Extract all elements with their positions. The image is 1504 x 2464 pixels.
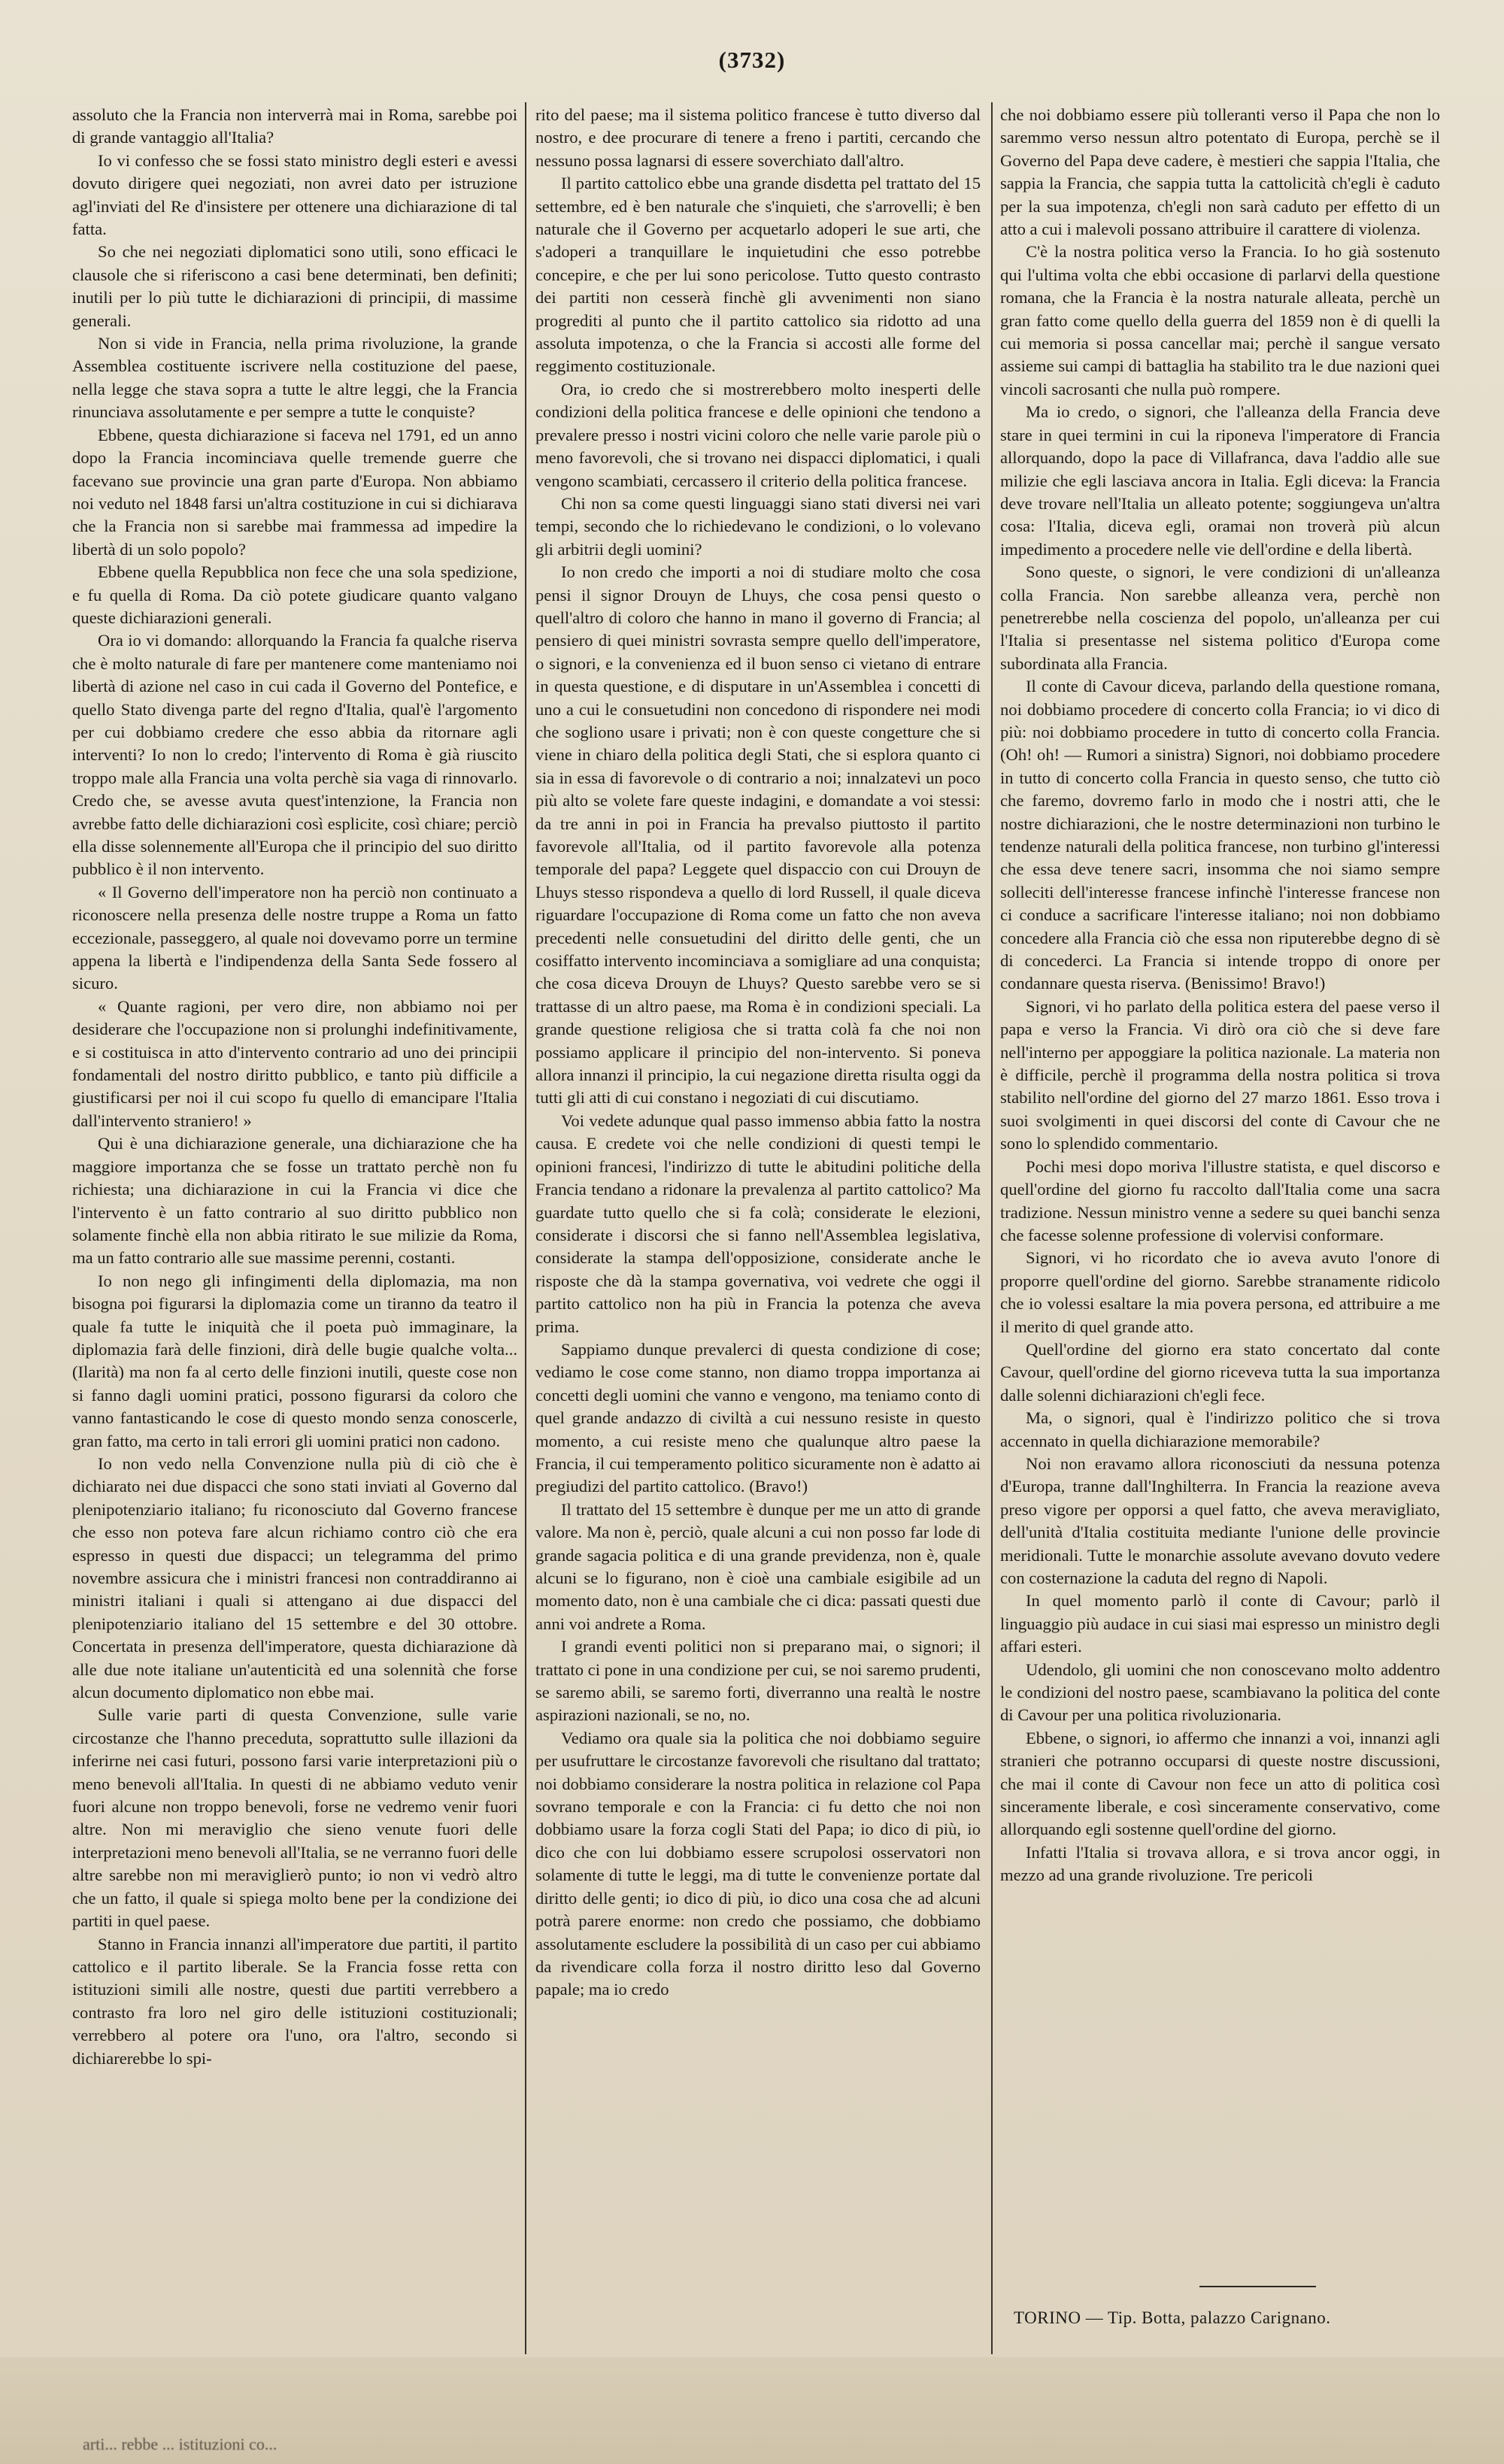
paragraph: Signori, vi ho parlato della politica estera del paese verso il papa e verso la Francia. Vi dirò ora ciò che si deve fare nell'interno per appoggiare la politica nazionale. La materia non è difficile, perchè il programma della nostra politica si trova stabilito nell'ordine del giorno del 27 marzo 1861. Esso trova i suoi svolgimenti in quei discorsi del conte di Cavour che ne sono lo splendido commentario. <box>1000 996 1440 1153</box>
paragraph: I grandi eventi politici non si preparano mai, o signori; il trattato ci pone in una condizione per cui, se noi saremo prudenti, se saremo abili, se saremo forti, diverranno una realtà le nostre aspirazioni nazionali, se no, no. <box>535 1637 981 1725</box>
paragraph: Io non vedo nella Convenzione nulla più di ciò che è dichiarato nei due dispacci che sono stati inviati al Governo dal plenipotenziario italiano; fu riconosciuto dal Governo francese che esso non poteva fare alcun richiamo contro ciò che era espresso in questi due dispacci; un telegramma del primo novembre assicura che i ministri francesi non contraddiranno ai ministri italiani i quali si attengano ai due dispacci del plenipotenziario italiano del 15 settembre e del 30 ottobre. Concertata in presenza dell'imperatore, questa dichiarazione dà alle due note italiane un'autenticità ed una solennità che forse alcun documento diplomatico non ebbe mai. <box>72 1453 517 1702</box>
paragraph: Il conte di Cavour diceva, parlando della questione romana, noi dobbiamo procedere di concerto colla Francia; io vi dico di più: noi dobbiamo procedere in tutto di concerto colla Francia. (Oh! oh! — Rumori a sinistra) Signori, noi dobbiamo procedere in tutto di concerto colla Francia in questo senso, che tutto ciò che faremo, dovremo farlo in modo che i nostri atti, che le nostre dichiarazioni, che le nostre determinazioni non turbino le tendenze naturali della politica francese, non turbino gl'interessi che essa deve tenere sacri, insomma che noi siamo sempre solleciti dell'interesse francese infinchè l'interesse francese non ci conduce a sacrificare l'interesse italiano; noi non dobbiamo concedere alla Francia ciò che essa non riputerebbe degno di sè di concederci. La Francia si intende troppo di onore per condannare questa riserva. (Benissimo! Bravo!) <box>1000 677 1440 993</box>
paragraph: Voi vedete adunque qual passo immenso abbia fatto la nostra causa. E credete voi che nelle condizioni di questi tempi le opinioni francesi, l'indirizzo di tutte le abitudini politiche della Francia tendano a ridonare la prevalenza al partito cattolico? Ma guardate tutto quello che si fa colà; considerate le elezioni, considerate i discorsi che si fanno nell'Assemblea legislativa, considerate la stampa dell'opposizione, considerate anche le risposte che dà la stampa governativa, voi vedrete che oggi il partito cattolico non ha più in Francia la potenza che aveva prima. <box>535 1111 981 1336</box>
paragraph: Sono queste, o signori, le vere condizioni di un'alleanza colla Francia. Non sarebbe alleanza vera, perchè non penetrerebbe nella coscienza del popolo, un'alleanza per cui l'Italia si presentasse nel sistema politico d'Europa come subordinata alla Francia. <box>1000 562 1440 673</box>
text-column-left <box>72 104 517 2284</box>
paragraph: Ebbene, o signori, io affermo che innanzi a voi, innanzi agli stranieri che potranno occuparsi di queste nostre discussioni, che mai il conte di Cavour non fece un atto di politica così sinceramente liberale, e così sinceramente conservativo, come allorquando egli sostenne quell'ordine del giorno. <box>1000 1728 1440 1839</box>
paragraph: Io non nego gli infingimenti della diplomazia, ma non bisogna poi figurarsi la diplomazia come un tiranno da teatro il quale fa tutte le iniquità che il poeta può immaginare, la diplomazia farà delle finzioni, dirà delle bugie qualche volta... (Ilarità) ma non fa al certo delle finzioni inutili, queste cose non si fanno dagli uomini pratici, possono figurarsi da coloro che vanno fantasticando le cose di questo mondo senza conoscerle, gran fatto, ma certo in tali errori gli uomini pratici non cadono. <box>72 1271 517 1450</box>
paragraph: Il trattato del 15 settembre è dunque per me un atto di grande valore. Ma non è, perciò, quale alcuni a cui non posso far lode di grande sagacia politica e di una grande previdenza, non è, quale alcuni se lo figurano, non è cioè una cambiale esigibile ad un momento dato, non è una cambiale che ci dica: passati questi due anni voi andrete a Roma. <box>535 1499 981 1633</box>
paragraph: Ebbene, questa dichiarazione si faceva nel 1791, ed un anno dopo la Francia incominciava quelle tremende guerre che facevano sue provincie una gran parte d'Europa. Non abbiamo noi veduto nel 1848 farsi un'altra costituzione in cui si dichiarava che la Francia non si sarebbe mai frammessa ad impedire la libertà di un solo popolo? <box>72 425 517 559</box>
paragraph: che noi dobbiamo essere più tolleranti verso il Papa che non lo saremmo verso nessun altro potentato di Europa, perchè se il Governo del Papa deve cadere, è mestieri che sappia l'Italia, che sappia la Francia, che sappia tutta la cattolicità ch'egli è caduto per la sua impotenza, ch'egli non sarà caduto per effetto di un atto a cui i malevoli possano attribuire il carattere di violenza. <box>1000 105 1440 239</box>
paragraph: Ma io credo, o signori, che l'alleanza della Francia deve stare in quei termini in cui la riponeva l'imperatore di Francia allorquando, dopo la pace di Villafranca, dava l'addio alle sue milizie che egli lasciava ancora in Italia. Egli diceva: la Francia deve trovare nell'Italia un alleato potente; soggiungeva un'altra cosa: l'Italia, diceva egli, oramai non troverà più alcun impedimento a procedere nelle vie dell'ordine e della libertà. <box>1000 402 1440 559</box>
printer-imprint: TORINO — Tip. Botta, palazzo Carignano. <box>1014 2308 1331 2327</box>
paragraph: Non si vide in Francia, nella prima rivoluzione, la grande Assemblea costituente iscrivere nella costituzione del paese, nella legge che stava sopra a tutte le altre leggi, che la Francia rinunciava assolutamente e per sempre a tutte le conquiste? <box>72 334 517 422</box>
paragraph: Sulle varie parti di questa Convenzione, sulle varie circostanze che l'hanno preceduta, soprattutto sulle illazioni da inferirne nei casi futuri, possono farsi varie interpretazioni più o meno benevoli all'Italia. In questi di ne abbiamo veduto venir fuori alcune non troppo benevoli, forse ne vedremo venir fuori altre. Non mi meraviglio che sieno venute fuori delle interpretazioni meno benevoli all'Italia, se ne verranno fuori delle altre sarebbe non mi meraviglierò punto; io non vi vedrò altro che un fatto, il quale si spiega molto bene per la condizione dei partiti in quel paese. <box>72 1705 517 1931</box>
paragraph: C'è la nostra politica verso la Francia. Io ho già sostenuto qui l'ultima volta che ebbi occasione di parlarvi della questione romana, che la Francia è la nostra naturale alleata, perchè un gran fatto come quello della guerra del 1859 non è di quelli la cui memoria si possa cancellar mai; perchè il sangue versato assieme sui campi di battaglia ha stabilito tra le due nazioni quei vincoli sacrosanti che nulla può rompere. <box>1000 242 1440 399</box>
paragraph: assoluto che la Francia non interverrà mai in Roma, sarebbe poi di grande vantaggio all'Italia? <box>72 105 517 147</box>
paragraph: Udendolo, gli uomini che non conoscevano molto addentro le condizioni del nostro paese, scambiavano la politica del conte di Cavour per una politica rivoluzionaria. <box>1000 1659 1440 1725</box>
paragraph: Io vi confesso che se fossi stato ministro degli esteri e avessi dovuto dirigere quei negoziati, non avrei dato per istruzione agl'inviati del Re d'insistere per ottenere una dichiarazione di tal fatta. <box>72 150 517 239</box>
paragraph: Pochi mesi dopo moriva l'illustre statista, e quel discorso e quell'ordine del giorno fu raccolto dall'Italia come una sacra tradizione. Nessun ministro venne a sedere su quei banchi senza che facesse solenne professione di volervisi conformare. <box>1000 1156 1440 1244</box>
paragraph: Sappiamo dunque prevalerci di questa condizione di cose; vediamo le cose come stanno, non diamo troppa importanza ai concetti degli uomini che vanno e vengono, ma teniamo conto di quel grande andazzo di civiltà a cui nessuno resiste in questo momento, a cui resiste meno che qualunque altro paese la Francia, il cui temperamento politico sicuramente non è adatto ai pregiudizi del partito cattolico. (Bravo!) <box>535 1339 981 1496</box>
paragraph: Ora io vi domando: allorquando la Francia fa qualche riserva che è molto naturale di fare per mantenere come manteniamo noi libertà di azione nel caso in cui cada il Governo del Pontefice, e quello Stato divenga parte del regno d'Italia, qual'è l'argomento per cui dobbiamo credere che esso abbia da ritornare agli interventi? Io non lo credo; l'intervento di Roma è già riuscito troppo male alla Francia una volta perchè sia vaga di rinnovarlo. Credo che, se avesse avuta quest'intenzione, la Francia non avrebbe fatto delle dichiarazioni così esplicite, così chiare; perciò ella disse solennemente all'Europa che il principio del suo diritto pubblico è il non intervento. <box>72 631 517 879</box>
paragraph: Il partito cattolico ebbe una grande disdetta pel trattato del 15 settembre, ed è ben naturale che s'inquieti, che s'arrovelli; è ben naturale che il Governo per acquetarlo adoperi le sue arti, che s'adoperi a tranquillare le inquietudini che esso potrebbe concepire, e che per lui sono pericolose. Tutto questo contrasto dei partiti non cesserà finchè gli avvenimenti non siano progrediti al punto che il partito cattolico sia ridotto ad una assoluta impotenza, o che la Francia si accosti alle forme del reggimento costituzionale. <box>535 174 981 376</box>
quoted-paragraph: « Quante ragioni, per vero dire, non abbiamo noi per desiderare che l'occupazione non si prolunghi indefinitivamente, e si costituisca in atto d'intervento contrario ad uno dei principii fondamentali del nostro diritto pubblico, e tanto più difficile a giustificarsi per noi il cui scopo fu quello di emancipare l'Italia dall'intervento straniero! » <box>72 996 517 1130</box>
paragraph: Quell'ordine del giorno era stato concertato dal conte Cavour, quell'ordine del giorno riceveva tutta la sua importanza dalle solenni dichiarazioni ch'egli fece. <box>1000 1339 1440 1405</box>
column-divider <box>525 102 526 2354</box>
paragraph: Signori, vi ho ricordato che io aveva avuto l'onore di proporre quell'ordine del giorno. Sarebbe stranamente ridicolo che io volessi esaltare la mia povera persona, ed attribuire a me il merito di quel grande atto. <box>1000 1248 1440 1336</box>
paragraph: Ora, io credo che si mostrerebbero molto inesperti delle condizioni della politica francese e delle opinioni che tendono a prevalere presso i nostri vicini coloro che nelle varie parole più o meno favorevoli, che si trovano nei dispacci diplomatici, i quali vengono scambiati, cercassero il criterio della politica francese. <box>535 379 981 490</box>
paragraph: Chi non sa come questi linguaggi siano stati diversi nei vari tempi, secondo che lo richiedevano le condizioni, o lo volevano gli arbitrii degli uomini? <box>535 493 981 559</box>
paragraph: Ebbene quella Repubblica non fece che una sola spedizione, e fu quella di Roma. Da ciò potete giudicare quanto valgano queste dichiarazioni generali. <box>72 562 517 627</box>
text-column-middle <box>535 104 981 2284</box>
paragraph: Qui è una dichiarazione generale, una dichiarazione che ha maggiore importanza che se fosse un trattato perchè non fu richiesta; una dichiarazione in cui la Francia vi dice che l'intervento è un fatto contrario al suo diritto pubblico non solamente finchè ella non abbia ritirato le sue milizie da Roma, ma un fatto contrario alle sue massime perenni, costanti. <box>72 1134 517 1268</box>
paragraph: rito del paese; ma il sistema politico francese è tutto diverso dal nostro, e dee procurare di tenere a freno i partiti, cercando che nessuno possa lagnarsi di essere soverchiato dall'altro. <box>535 105 981 170</box>
paragraph: So che nei negoziati diplomatici sono utili, sono efficaci le clausole che si riferiscono a casi bene determinati, ben definiti; inutili per lo più tutte le dichiarazioni di principii, di massime generali. <box>72 242 517 330</box>
footer-divider <box>1199 2286 1316 2287</box>
paragraph: Stanno in Francia innanzi all'imperatore due partiti, il partito cattolico e il partito liberale. Se la Francia fosse retta con istituzioni simili alle nostre, questi due partiti verrebbero a contrasto fra loro nel giro delle istituzioni costituzionali; verrebbero al potere ora l'uno, ora l'altro, secondo si dichiarerebbe lo spi- <box>72 1934 517 2068</box>
text-column-right <box>1000 104 1440 2284</box>
page-number: (3732) <box>718 47 786 73</box>
paragraph: Infatti l'Italia si trovava allora, e si trova ancor oggi, in mezzo ad una grande rivoluzione. Tre pericoli <box>1000 1842 1440 1885</box>
column-divider <box>991 102 993 2354</box>
paragraph: Io non credo che importi a noi di studiare molto che cosa pensi il signor Drouyn de Lhuys, che cosa pensi questo o quell'altro di coloro che hanno in mano il governo di Francia; al pensiero di quei ministri sovrasta sempre quello dell'imperatore, o signori, e la convenienza ed il buon senso ci vietano di entrare in questa questione, e di disputare in un'Assemblea i concetti di uno a cui le consuetudini non concedono di rispondere nei modi che sogliono usare i privati; non è con queste congetture che si viene in chiaro della politica degli Stati, che si esplora quanto ci sia in essa di favorevole o di contrario a noi; innalzatevi un poco più alto se volete fare queste indagini, e domandate a voi stessi: da tre anni in poi in Francia ha prevalso piuttosto il partito favorevole all'Italia, od il partito favorevole alla potenza temporale del papa? Leggete quel dispaccio con cui Drouyn de Lhuys stesso rispondeva a quello di lord Russell, il quale diceva riguardare l'occupazione di Roma come un fatto che non aveva precedenti nelle consuetudini del diritto delle genti, che un cosiffatto intervento incominciava a somigliare ad una conquista; che cosa diceva Drouyn de Lhuys? Questo sarebbe vero se si trattasse di un altro paese, ma Roma è in condizioni speciali. La grande questione religiosa che si tratta colà fa che noi non possiamo applicare il principio del non-intervento. Si poneva allora innanzi il principio, la cui negazione diretta risulta oggi da tutti gli atti di cui constano i negoziati di cui discutiamo. <box>535 562 981 1108</box>
paragraph: Ma, o signori, qual è l'indirizzo politico che si trova accennato in quella dichiarazione memorabile? <box>1000 1408 1440 1450</box>
paragraph: Vediamo ora quale sia la politica che noi dobbiamo seguire per usufruttare le circostanze favorevoli che risultano dal trattato; noi dobbiamo considerare la nostra politica in relazione col Papa sovrano temporale e con la Francia: ci fu detto che noi non dobbiamo usare la forza cogli Stati del Papa; io dico di più, io dico che con lui dobbiamo essere scrupolosi osservatori non solamente di tutte le leggi, ma di tutte le convenienze portate dal diritto delle genti; io dico di più, io dico una cosa che ad alcuni potrà parere enorme: non credo che possiamo, che dobbiamo assolutamente escludere la possibilità di un caso per cui abbiamo da rivendicare colla forza il nostro diritto leso dal Governo papale; ma io credo <box>535 1728 981 1999</box>
quoted-paragraph: « Il Governo dell'imperatore non ha perciò non continuato a riconoscere nella presenza delle nostre truppe a Roma un fatto eccezionale, passeggero, al quale noi dovevamo porre un termine appena la libertà e l'indipendenza della Santa Sede fossero al sicuro. <box>72 882 517 993</box>
paragraph: Noi non eravamo allora riconosciuti da nessuna potenza d'Europa, tranne dall'Inghilterra. In Francia la reazione aveva preso vigore per opporsi a quel fatto, che aveva meravigliato, dell'unità d'Italia costituita mediante l'unione delle provincie meridionali. Tutte le monarchie assolute avevano dovuto vedere con costernazione la caduta del regno di Napoli. <box>1000 1453 1440 1587</box>
paragraph: In quel momento parlò il conte di Cavour; parlò il linguaggio più audace in cui siasi mai espresso un ministro degli affari esteri. <box>1000 1591 1440 1656</box>
next-page-fragment: arti... rebbe ... istituzioni co... <box>83 2435 277 2453</box>
